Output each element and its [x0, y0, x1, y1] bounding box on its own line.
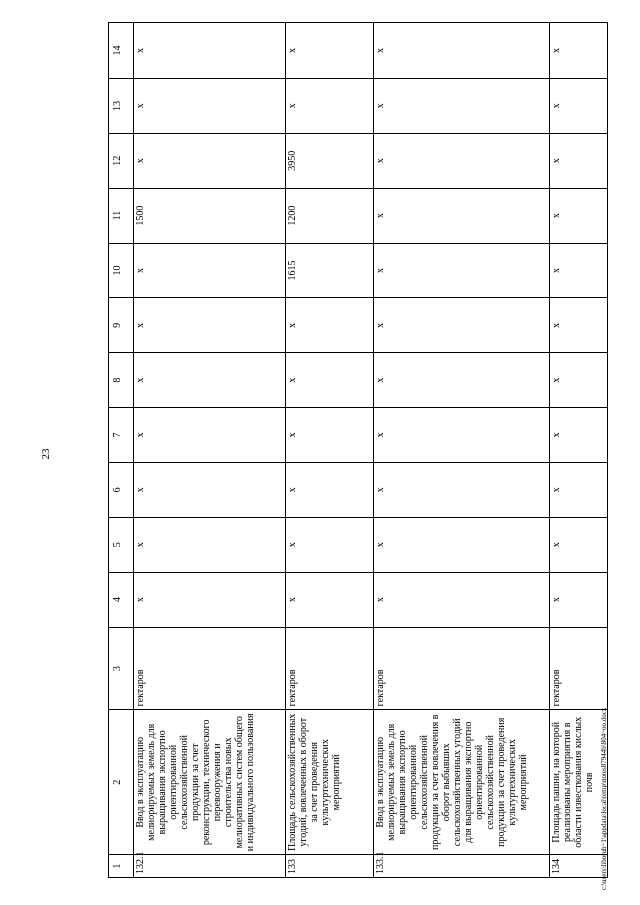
value-cell: x: [550, 133, 608, 188]
column-header-7: 7: [109, 408, 134, 463]
value-cell: x: [374, 243, 550, 298]
value-cell: x: [134, 23, 286, 79]
value-cell: x: [134, 243, 286, 298]
value-cell: x: [374, 517, 550, 572]
indicator-name: Ввод в эксплуатацию мелиорируемых земель для выращивания экспортно ориентированной сельскохозяйственной продукции за счет вовлечения в оборот выбывших сельскохозяйственных угодий для выращивания экспортно ориентированной сельскохозяйственной продукции за счет проведения культуртехнических мероприятий: [374, 710, 550, 855]
value-cell: x: [134, 133, 286, 188]
header-row: [109, 23, 134, 878]
table-body: [134, 23, 608, 878]
column-header-12: 12: [109, 133, 134, 188]
value-cell: x: [134, 462, 286, 517]
unit-cell: гектаров: [286, 627, 374, 710]
value-cell: 1500: [134, 188, 286, 243]
column-header-4: 4: [109, 572, 134, 627]
column-header-6: 6: [109, 462, 134, 517]
value-cell: 1200: [286, 188, 374, 243]
column-header-11: 11: [109, 188, 134, 243]
column-header-5: 5: [109, 517, 134, 572]
value-cell: x: [134, 572, 286, 627]
column-header-10: 10: [109, 243, 134, 298]
value-cell: x: [550, 78, 608, 133]
row-number: 134: [550, 855, 608, 878]
value-cell: x: [550, 298, 608, 353]
value-cell: x: [286, 408, 374, 463]
column-header-2: 2: [109, 710, 134, 855]
indicator-name: Площадь сельскохозяйственных угодий, вовлеченных в оборот за счет проведения культуртехнических мероприятий: [286, 710, 374, 855]
unit-cell: гектаров: [134, 627, 286, 710]
value-cell: x: [374, 188, 550, 243]
unit-cell: гектаров: [374, 627, 550, 710]
value-cell: x: [550, 408, 608, 463]
table-row: [374, 23, 550, 878]
value-cell: x: [134, 517, 286, 572]
indicators-table: [108, 22, 608, 878]
column-header-14: 14: [109, 23, 134, 79]
value-cell: x: [134, 78, 286, 133]
indicator-name: Ввод в эксплуатацию мелиорируемых земель для выращивания экспортно ориентированной сельскохозяйственной продукции за счет реконструкции, технического перевооружения и строительства новых мелиоративных систем общего и индивидуального пользования: [134, 710, 286, 855]
rotated-table-container: [108, 22, 595, 878]
value-cell: x: [286, 462, 374, 517]
value-cell: x: [374, 462, 550, 517]
value-cell: x: [134, 298, 286, 353]
value-cell: x: [286, 298, 374, 353]
value-cell: x: [374, 353, 550, 408]
value-cell: x: [374, 572, 550, 627]
value-cell: x: [374, 408, 550, 463]
value-cell: x: [374, 298, 550, 353]
table-row: [550, 23, 608, 878]
value-cell: x: [374, 78, 550, 133]
value-cell: x: [134, 353, 286, 408]
value-cell: x: [374, 133, 550, 188]
column-header-3: 3: [109, 627, 134, 710]
page-number: 23: [40, 448, 52, 460]
table-row: [286, 23, 374, 878]
column-header-9: 9: [109, 298, 134, 353]
value-cell: x: [286, 517, 374, 572]
column-header-8: 8: [109, 353, 134, 408]
row-number: 133.1: [374, 855, 550, 878]
value-cell: x: [550, 188, 608, 243]
value-cell: x: [550, 462, 608, 517]
footer-file-path: c:\users\liboruh~1\appdata\local\temp\notes87944b\804~oo.docx: [600, 707, 608, 890]
row-number: 133: [286, 855, 374, 878]
value-cell: x: [550, 243, 608, 298]
value-cell: x: [286, 572, 374, 627]
value-cell: 1615: [286, 243, 374, 298]
table-row: [134, 23, 286, 878]
value-cell: x: [550, 353, 608, 408]
value-cell: 3950: [286, 133, 374, 188]
value-cell: x: [550, 517, 608, 572]
value-cell: x: [374, 23, 550, 79]
indicator-name: Площадь пашни, на которой реализованы мероприятия в области известкования кислых почв: [550, 710, 608, 855]
row-number: 132.1: [134, 855, 286, 878]
value-cell: x: [286, 78, 374, 133]
column-header-13: 13: [109, 78, 134, 133]
value-cell: x: [286, 353, 374, 408]
column-header-1: 1: [109, 855, 134, 878]
value-cell: x: [134, 408, 286, 463]
value-cell: x: [550, 572, 608, 627]
value-cell: x: [550, 23, 608, 79]
unit-cell: гектаров: [550, 627, 608, 710]
value-cell: x: [286, 23, 374, 79]
